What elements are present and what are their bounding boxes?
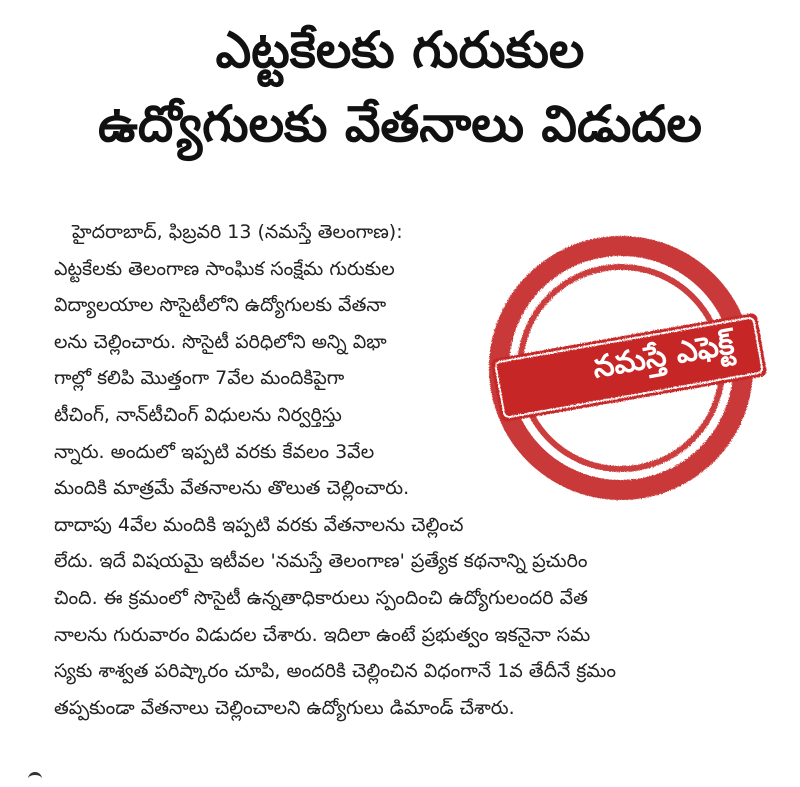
article-line: లేదు. ఇదే విషయమై ఇటీవల 'నమస్తే తెలంగాణ' ప్రత్యేక కథనాన్ని ప్రచురిం [54, 550, 588, 573]
headline [0, 14, 800, 162]
article-line: తప్పకుండా వేతనాలు చెల్లించాలని ఉద్యోగులు డిమాండ్ చేశారు. [54, 696, 515, 719]
article-line: లను చెల్లించారు. సొసైటీ పరిధిలోని అన్ని విభా [54, 330, 387, 353]
article-line: ఎట్టకేలకు తెలంగాణ సాంఘిక సంక్షేమ గురుకుల [54, 257, 395, 280]
article-line: విద్యాలయాల సొసైటీలోని ఉద్యోగులకు వేతనా [54, 294, 387, 317]
article-line: హైదరాబాద్, ఫిబ్రవరి 13 (నమస్తే తెలంగాణ): [72, 221, 403, 243]
article-line: మందికి మాత్రమే వేతనాలను తొలుత చెల్లించారు. [54, 477, 410, 500]
headline-line-2: ఉద్యోగులకు వేతనాలు విడుదల [97, 95, 702, 153]
article-line: స్యకు శాశ్వత పరిష్కారం చూపి, అందరికి చెల్లించిన విధంగానే 1వ తేదీనే క్రమం [54, 660, 617, 683]
article-line: టీచింగ్, నాన్‌టీచింగ్ విధులను నిర్వర్తిస్తు [54, 403, 342, 426]
article-line: నాలను గురువారం విడుదల చేశారు. ఇదిలా ఉంటే ప్రభుత్వం ఇకనైనా సమ [54, 623, 591, 646]
namaste-effect-stamp [476, 218, 776, 518]
article-line: దాదాపు 4వేల మందికి ఇప్పటి వరకు వేతనాలను చెల్లించ [54, 513, 464, 536]
article-line: చింది. ఈ క్రమంలో సొసైటీ ఉన్నతాధికారులు స్పందించి ఉద్యోగులందరి వేత [54, 586, 588, 609]
headline-line-1: ఎట్టకేలకు గురుకుల [215, 21, 585, 79]
cropped-next-line-mark [28, 772, 42, 787]
stamp-label: నమస్తే ఎఫెక్ట్ [590, 326, 737, 386]
article-line: న్నారు. అందులో ఇప్పటి వరకు కేవలం 3వేల [54, 440, 375, 463]
article-line: గాల్లో కలిపి మొత్తంగా 7వేల మందికిపైగా [54, 367, 345, 390]
